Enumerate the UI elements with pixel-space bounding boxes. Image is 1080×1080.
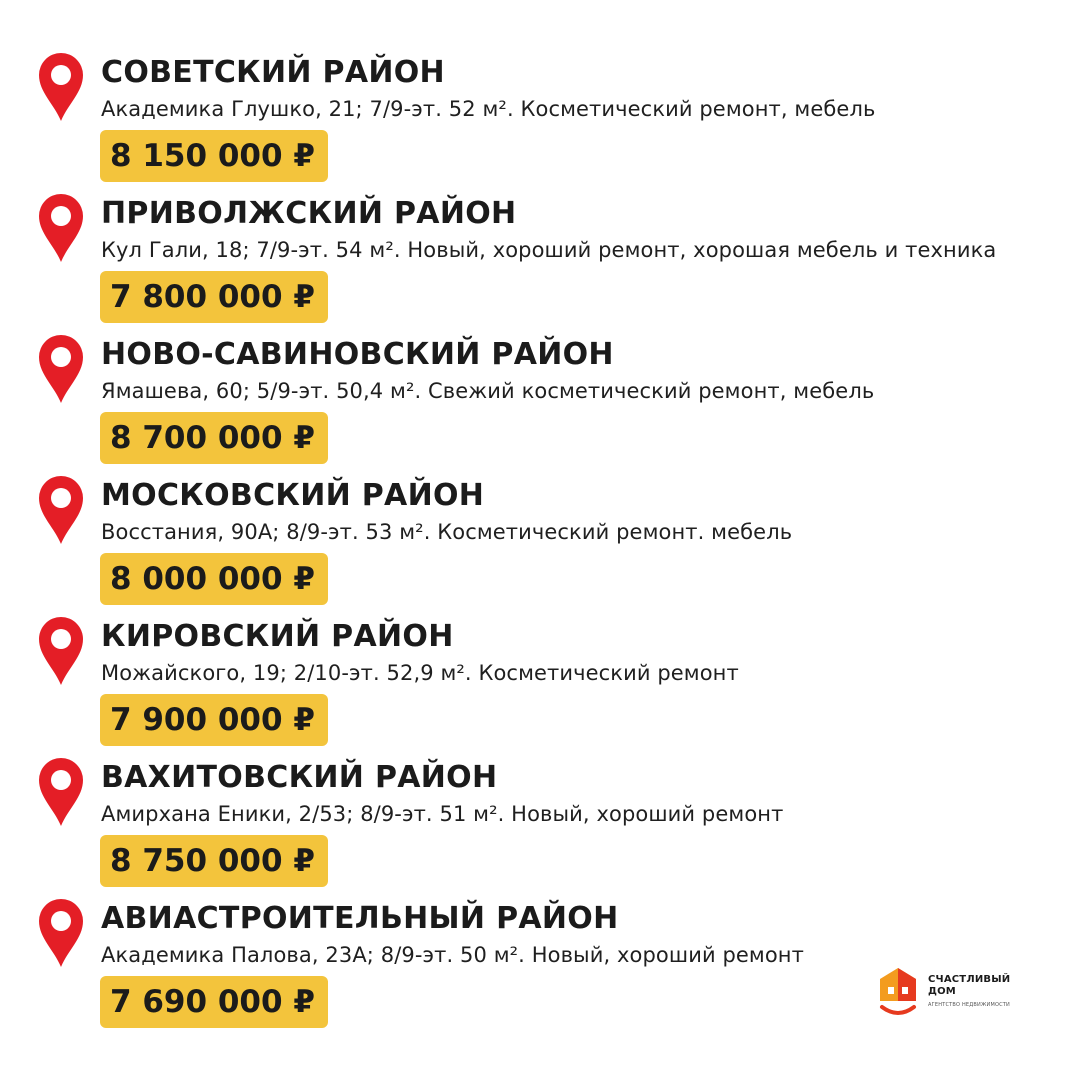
listing-item[interactable] bbox=[0, 705, 1080, 879]
apartment-details: Академика Глушко, 21; 7/9-эт. 52 м². Косметический ремонт, мебель bbox=[101, 97, 876, 121]
map-pin-icon bbox=[38, 334, 84, 404]
price-badge: 8 700 000 ₽ bbox=[100, 412, 328, 464]
price-badge: 8 750 000 ₽ bbox=[100, 835, 328, 887]
apartment-details: Восстания, 90А; 8/9-эт. 53 м². Косметический ремонт. мебель bbox=[101, 520, 793, 544]
map-pin-icon bbox=[38, 193, 84, 263]
district-title: КИРОВСКИЙ РАЙОН bbox=[101, 619, 454, 654]
listing-item[interactable] bbox=[0, 141, 1080, 315]
apartment-details: Можайского, 19; 2/10-эт. 52,9 м². Косметический ремонт bbox=[101, 661, 739, 685]
price-badge: 8 000 000 ₽ bbox=[100, 553, 328, 605]
district-title: СОВЕТСКИЙ РАЙОН bbox=[101, 55, 445, 90]
district-title: МОСКОВСКИЙ РАЙОН bbox=[101, 478, 485, 513]
logo-title: СЧАСТЛИВЫЙ ДОМ bbox=[928, 974, 1011, 997]
listing-item[interactable] bbox=[0, 423, 1080, 597]
map-pin-icon bbox=[38, 475, 84, 545]
district-title: ВАХИТОВСКИЙ РАЙОН bbox=[101, 760, 498, 795]
house-logo-icon bbox=[876, 965, 920, 1017]
map-pin-icon bbox=[38, 757, 84, 827]
apartment-details: Академика Палова, 23А; 8/9-эт. 50 м². Новый, хороший ремонт bbox=[101, 943, 804, 967]
map-pin-icon bbox=[38, 616, 84, 686]
company-logo bbox=[876, 965, 1036, 1021]
map-pin-icon bbox=[38, 52, 84, 122]
apartment-details: Кул Гали, 18; 7/9-эт. 54 м². Новый, хороший ремонт, хорошая мебель и техника bbox=[101, 238, 997, 262]
map-pin-icon bbox=[38, 898, 84, 968]
district-title: НОВО-САВИНОВСКИЙ РАЙОН bbox=[101, 337, 614, 372]
price-badge: 7 690 000 ₽ bbox=[100, 976, 328, 1028]
apartment-details: Ямашева, 60; 5/9-эт. 50,4 м². Свежий косметический ремонт, мебель bbox=[101, 379, 875, 403]
listing-item[interactable] bbox=[0, 564, 1080, 738]
district-title: ПРИВОЛЖСКИЙ РАЙОН bbox=[101, 196, 517, 231]
price-badge: 8 150 000 ₽ bbox=[100, 130, 328, 182]
logo-subtitle: АГЕНТСТВО НЕДВИЖИМОСТИ bbox=[928, 1002, 1011, 1008]
price-badge: 7 900 000 ₽ bbox=[100, 694, 328, 746]
listing-item[interactable] bbox=[0, 0, 1080, 174]
apartment-details: Амирхана Еники, 2/53; 8/9-эт. 51 м². Новый, хороший ремонт bbox=[101, 802, 784, 826]
price-badge: 7 800 000 ₽ bbox=[100, 271, 328, 323]
district-title: АВИАСТРОИТЕЛЬНЫЙ РАЙОН bbox=[101, 901, 619, 936]
listing-item[interactable] bbox=[0, 282, 1080, 456]
